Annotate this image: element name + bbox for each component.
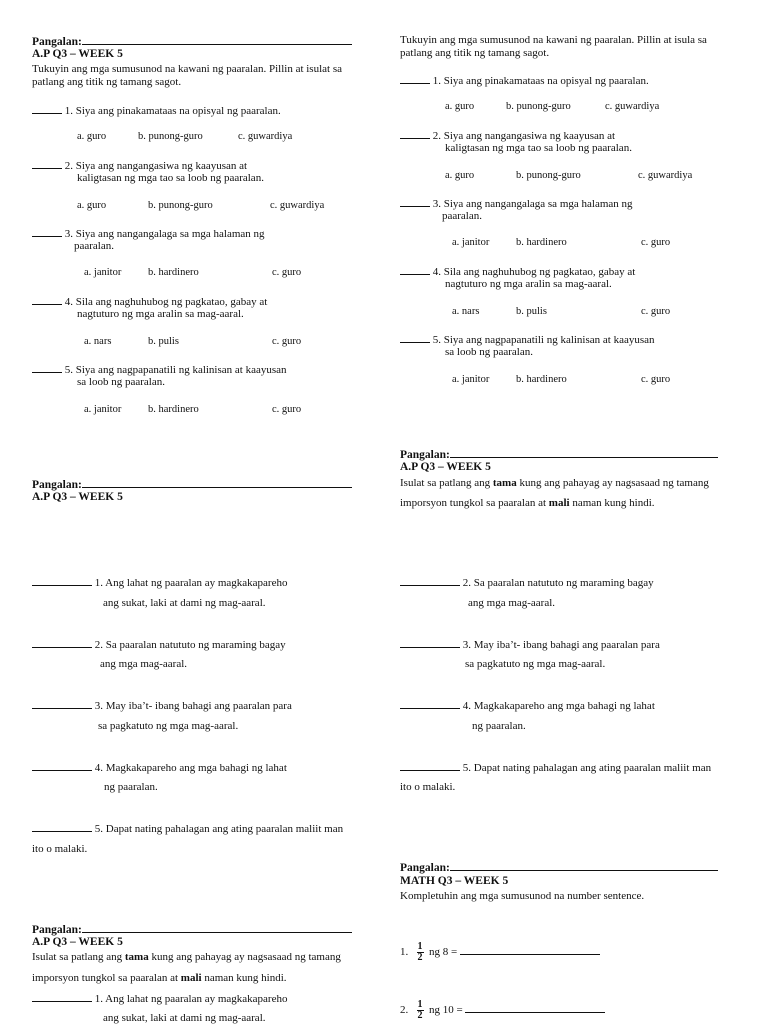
tf-item: 2. Sa paaralan natututo ng maraming bagay: [32, 637, 286, 652]
math-item: 2. $\frac{1}{2}$ ng 10 =: [400, 1000, 605, 1021]
choice: c. guro: [272, 267, 302, 278]
question-item: 5. Siya ang nagpapanatili ng kalinisan at kaayusan: [32, 362, 287, 377]
answer-blank[interactable]: [32, 698, 92, 709]
tf-line: ito o malaki.: [400, 781, 456, 793]
instruction-line: Kompletuhin ang mga sumusunod na number sentence.: [400, 890, 645, 902]
name-line[interactable]: [82, 477, 352, 488]
instruction-line: Tukuyin ang mga sumusunod na kawani ng paaralan. Pillin at isulat sa: [32, 63, 342, 75]
question-item: 2. Siya ang nangangasiwa ng kaayusan at: [400, 128, 615, 143]
question-line: paaralan.: [442, 210, 482, 222]
choice: b. punong-guro: [148, 200, 213, 211]
answer-blank[interactable]: [400, 637, 460, 648]
tf-item: 5. Dapat nating pahalagan ang ating paaralan maliit man: [400, 760, 711, 775]
choice: c. guwardiya: [270, 200, 325, 211]
name-label: Pangalan:: [400, 447, 718, 462]
section-title: A.P Q3 – WEEK 5: [400, 461, 491, 473]
answer-blank[interactable]: [32, 226, 62, 237]
choice: c. guro: [641, 237, 671, 248]
answer-blank[interactable]: [32, 575, 92, 586]
choice: c. guwardiya: [638, 170, 693, 181]
choice: a. janitor: [84, 267, 122, 278]
answer-blank[interactable]: [460, 944, 600, 955]
question-item: 2. Siya ang nangangasiwa ng kaayusan at: [32, 158, 247, 173]
name-label: Pangalan:: [32, 34, 352, 49]
choice: b. pulis: [516, 306, 547, 317]
question-item: 4. Sila ang naghuhubog ng pagkatao, gabay at: [32, 294, 267, 309]
choice: b. hardinero: [516, 237, 567, 248]
tf-item: 3. May iba’t- ibang bahagi ang paaralan para: [400, 637, 660, 652]
choice: a. guro: [77, 200, 107, 211]
section-title: A.P Q3 – WEEK 5: [32, 491, 123, 503]
answer-blank[interactable]: [32, 362, 62, 373]
tf-item: 4. Magkakapareho ang mga bahagi ng lahat: [400, 698, 655, 713]
question-item: 1. Siya ang pinakamataas na opisyal ng paaralan.: [400, 73, 649, 88]
question-line: nagtuturo ng mga aralin sa mag-aaral.: [445, 278, 612, 290]
tf-line: ang mga mag-aaral.: [468, 597, 556, 609]
question-line: paaralan.: [74, 240, 114, 252]
tf-line: sa pagkatuto ng mga mag-aaral.: [465, 658, 606, 670]
tf-line: ito o malaki.: [32, 843, 88, 855]
tf-line: ng paaralan.: [104, 781, 158, 793]
name-line[interactable]: [450, 447, 718, 458]
section-title: MATH Q3 – WEEK 5: [400, 875, 509, 887]
name-line[interactable]: [82, 34, 352, 45]
section-title: A.P Q3 – WEEK 5: [32, 48, 123, 60]
instruction-line: imporsyon tungkol sa paaralan at mali naman kung hindi.: [400, 497, 655, 509]
name-line[interactable]: [450, 860, 718, 871]
choice: c. guro: [641, 306, 671, 317]
answer-blank[interactable]: [32, 103, 62, 114]
name-label: Pangalan:: [32, 922, 352, 937]
math-item: 1. $\frac{1}{2}$ ng 8 =: [400, 942, 600, 963]
section-title: A.P Q3 – WEEK 5: [32, 936, 123, 948]
instruction-line: patlang ang titik ng tamang sagot.: [32, 76, 182, 88]
answer-blank[interactable]: [400, 332, 430, 343]
tf-line: ang sukat, laki at dami ng mag-aaral.: [103, 597, 266, 609]
answer-blank[interactable]: [400, 73, 430, 84]
choice: a. janitor: [452, 237, 490, 248]
answer-blank[interactable]: [32, 158, 62, 169]
answer-blank[interactable]: [465, 1002, 605, 1013]
tf-item: 5. Dapat nating pahalagan ang ating paaralan maliit man: [32, 821, 343, 836]
tf-line: ng paaralan.: [472, 720, 526, 732]
instruction-line: imporsyon tungkol sa paaralan at mali naman kung hindi.: [32, 972, 287, 984]
question-item: 1. Siya ang pinakamataas na opisyal ng paaralan.: [32, 103, 281, 118]
name-label: Pangalan:: [400, 860, 718, 875]
choice: c. guro: [272, 404, 302, 415]
answer-blank[interactable]: [400, 575, 460, 586]
choice: b. punong-guro: [506, 101, 571, 112]
answer-blank[interactable]: [32, 821, 92, 832]
choice: a. guro: [445, 170, 475, 181]
instruction-line: Isulat sa patlang ang tama kung ang pahayag ay nagsasaad ng tamang: [32, 951, 341, 963]
choice: b. hardinero: [516, 374, 567, 385]
instruction-line: Isulat sa patlang ang tama kung ang pahayag ay nagsasaad ng tamang: [400, 477, 709, 489]
answer-blank[interactable]: [400, 128, 430, 139]
tf-item: 3. May iba’t- ibang bahagi ang paaralan para: [32, 698, 292, 713]
question-line: nagtuturo ng mga aralin sa mag-aaral.: [77, 308, 244, 320]
question-line: sa loob ng paaralan.: [77, 376, 165, 388]
choice: b. punong-guro: [516, 170, 581, 181]
tf-item: 2. Sa paaralan natututo ng maraming bagay: [400, 575, 654, 590]
fraction: $\frac{1}{2}$: [417, 999, 423, 1021]
choice: c. guwardiya: [605, 101, 660, 112]
choice: b. pulis: [148, 336, 179, 347]
answer-blank[interactable]: [32, 991, 92, 1002]
choice: b. hardinero: [148, 267, 199, 278]
fraction: $\frac{1}{2}$: [417, 941, 423, 963]
question-line: kaligtasan ng mga tao sa loob ng paaralan.: [445, 142, 632, 154]
answer-blank[interactable]: [400, 698, 460, 709]
tf-line: ang sukat, laki at dami ng mag-aaral.: [103, 1012, 266, 1024]
tf-item: 1. Ang lahat ng paaralan ay magkakapareho: [32, 991, 287, 1006]
answer-blank[interactable]: [400, 196, 430, 207]
answer-blank[interactable]: [400, 760, 460, 771]
choice: c. guwardiya: [238, 131, 293, 142]
choice: a. janitor: [452, 374, 490, 385]
question-item: 5. Siya ang nagpapanatili ng kalinisan at kaayusan: [400, 332, 655, 347]
tf-line: sa pagkatuto ng mga mag-aaral.: [98, 720, 239, 732]
name-line[interactable]: [82, 922, 352, 933]
choice: a. nars: [84, 336, 112, 347]
answer-blank[interactable]: [32, 294, 62, 305]
choice: a. guro: [77, 131, 107, 142]
choice: a. janitor: [84, 404, 122, 415]
question-line: sa loob ng paaralan.: [445, 346, 533, 358]
choice: b. hardinero: [148, 404, 199, 415]
choice: a. guro: [445, 101, 475, 112]
choice: c. guro: [272, 336, 302, 347]
tf-line: ang mga mag-aaral.: [100, 658, 188, 670]
name-label: Pangalan:: [32, 477, 352, 492]
instruction-line: patlang ang titik ng tamang sagot.: [400, 47, 550, 59]
question-line: kaligtasan ng mga tao sa loob ng paaralan.: [77, 172, 264, 184]
question-item: 3. Siya ang nangangalaga sa mga halaman ng: [32, 226, 265, 241]
question-item: 3. Siya ang nangangalaga sa mga halaman ng: [400, 196, 633, 211]
instruction-line: Tukuyin ang mga sumusunod na kawani ng paaralan. Pillin at isula sa: [400, 34, 707, 46]
question-item: 4. Sila ang naghuhubog ng pagkatao, gabay at: [400, 264, 635, 279]
answer-blank[interactable]: [32, 760, 92, 771]
tf-item: 1. Ang lahat ng paaralan ay magkakapareho: [32, 575, 287, 590]
choice: b. punong-guro: [138, 131, 203, 142]
tf-item: 4. Magkakapareho ang mga bahagi ng lahat: [32, 760, 287, 775]
choice: c. guro: [641, 374, 671, 385]
choice: a. nars: [452, 306, 480, 317]
answer-blank[interactable]: [32, 637, 92, 648]
answer-blank[interactable]: [400, 264, 430, 275]
